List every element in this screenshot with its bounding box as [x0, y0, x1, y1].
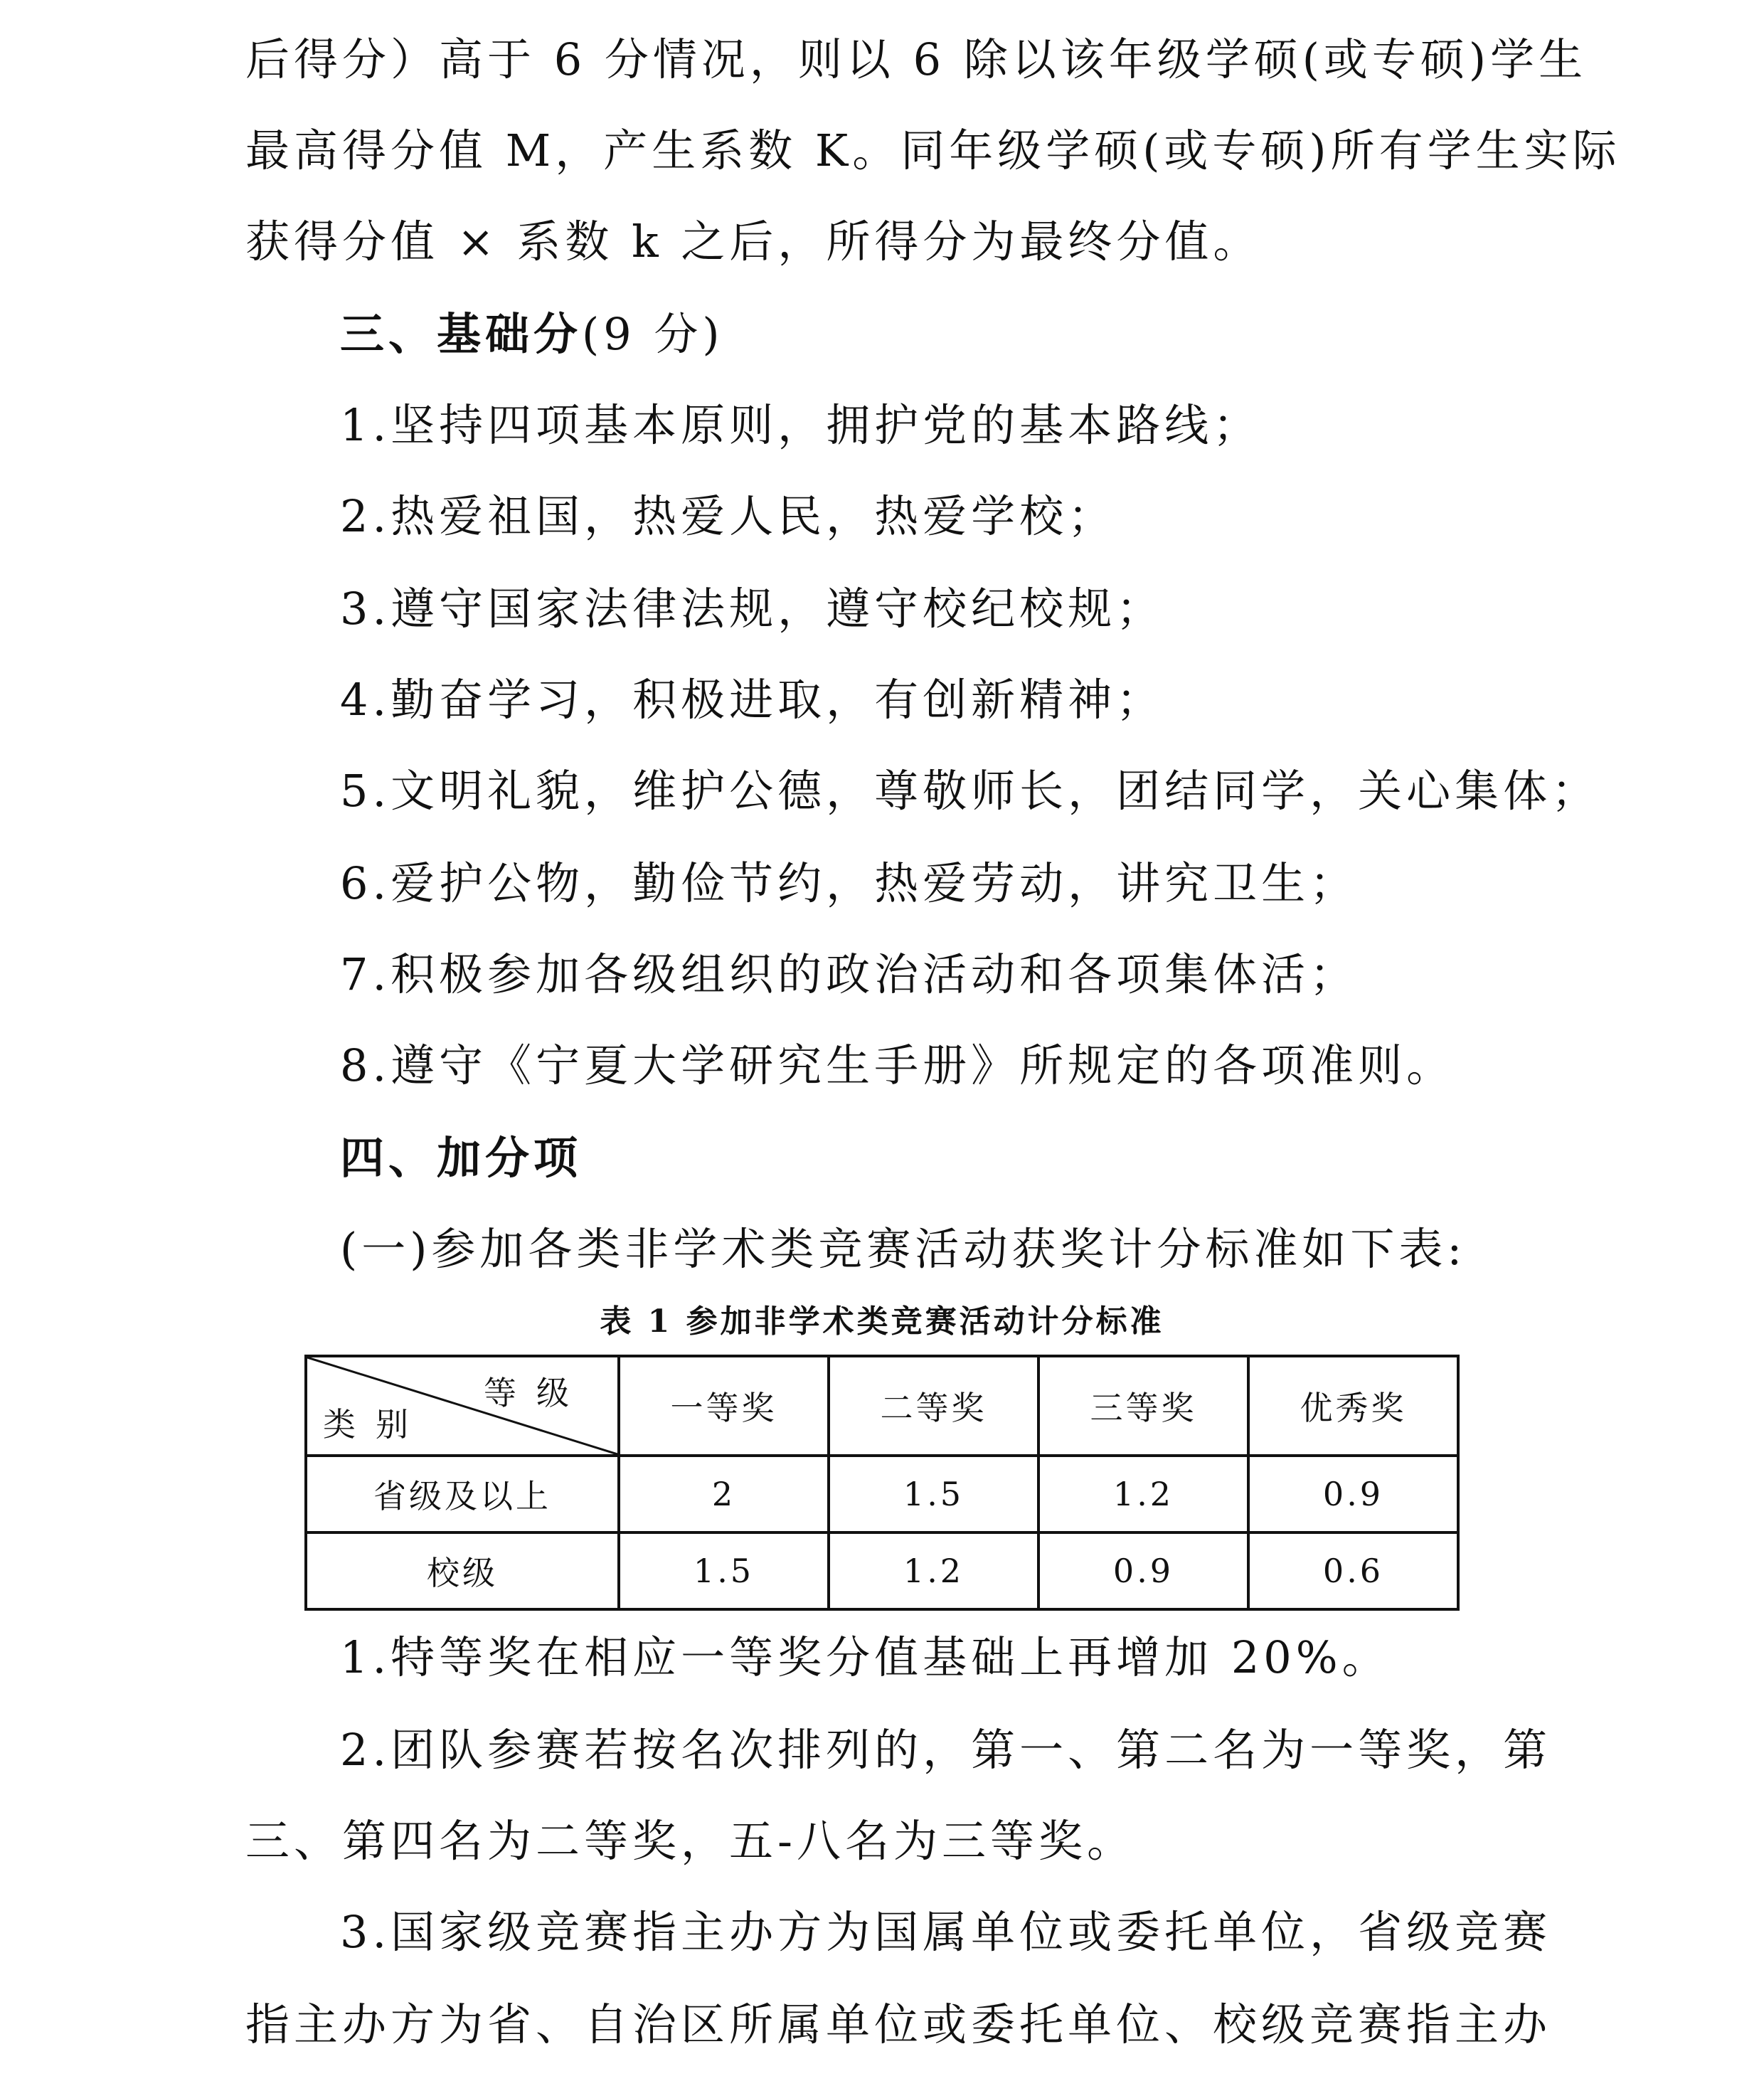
- list-item: 5.文明礼貌，维护公德，尊敬师长，团结同学，关心集体；: [340, 765, 1600, 817]
- table-caption: 表 1 参加非学术类竞赛活动计分标准: [600, 1303, 1164, 1340]
- table-cell: 0.9: [1038, 1532, 1248, 1609]
- note-line: 指主办方为省、自治区所属单位或委托单位、校级竞赛指主办: [245, 1998, 1552, 2050]
- table-column-header: 三等奖: [1038, 1356, 1248, 1456]
- note-line: 三、第四名为二等奖，五-八名为三等奖。: [245, 1815, 1135, 1867]
- paragraph-line: 最高得分值 M，产生系数 K。同年级学硕(或专硕)所有学生实际: [245, 125, 1621, 176]
- corner-grade-label: 等级: [484, 1374, 589, 1412]
- list-item: 7.积极参加各级组织的政治活动和各项集体活；: [340, 948, 1359, 1000]
- list-item: 6.爱护公物，勤俭节约，热爱劳动，讲究卫生；: [340, 857, 1359, 909]
- table-row: [306, 1456, 1458, 1532]
- section-heading-points: (9 分): [582, 308, 724, 360]
- table-cell: 1.2: [1038, 1456, 1248, 1532]
- table-corner-cell: [306, 1356, 619, 1456]
- list-item: 8.遵守《宁夏大学研究生手册》所规定的各项准则。: [340, 1039, 1455, 1091]
- section-heading-bonus: 四、加分项: [340, 1132, 583, 1184]
- table-cell: 1.5: [829, 1456, 1038, 1532]
- score-table: [304, 1355, 1460, 1611]
- note-line: 2.团队参赛若按名次排列的，第一、第二名为一等奖，第: [340, 1724, 1552, 1776]
- table-cell: 2: [619, 1456, 829, 1532]
- table-row-label: 校级: [306, 1532, 619, 1609]
- table-column-header: 一等奖: [619, 1356, 829, 1456]
- list-item: 2.热爱祖国，热爱人民，热爱学校；: [340, 490, 1117, 542]
- table-column-header: 优秀奖: [1248, 1356, 1458, 1456]
- table-cell: 0.9: [1248, 1456, 1458, 1532]
- note-line: 1.特等奖在相应一等奖分值基础上再增加 20%。: [340, 1631, 1391, 1683]
- subsection-heading: (一)参加各类非学术类竞赛活动获奖计分标准如下表:: [340, 1223, 1467, 1275]
- list-item: 1.坚持四项基本原则，拥护党的基本路线；: [340, 399, 1262, 451]
- paragraph-line: 后得分）高于 6 分情况，则以 6 除以该年级学硕(或专硕)学生: [245, 33, 1588, 85]
- table-header-row: [306, 1356, 1458, 1456]
- section-heading-basic-score: [340, 306, 1620, 363]
- paragraph-line: 获得分值 × 系数 k 之后，所得分为最终分值。: [245, 216, 1262, 268]
- note-line: 3.国家级竞赛指主办方为国属单位或委托单位，省级竞赛: [340, 1906, 1552, 1958]
- table-cell: 1.2: [829, 1532, 1038, 1609]
- table-cell: 1.5: [619, 1532, 829, 1609]
- table-row-label: 省级及以上: [306, 1456, 619, 1532]
- table-column-header: 二等奖: [829, 1356, 1038, 1456]
- table-cell: 0.6: [1248, 1532, 1458, 1609]
- section-heading-text: 三、基础分: [340, 308, 583, 360]
- list-item: 4.勤奋学习，积极进取，有创新精神；: [340, 674, 1165, 726]
- table-row: [306, 1532, 1458, 1609]
- corner-category-label: 类别: [323, 1405, 428, 1444]
- list-item: 3.遵守国家法律法规，遵守校纪校规；: [340, 583, 1165, 635]
